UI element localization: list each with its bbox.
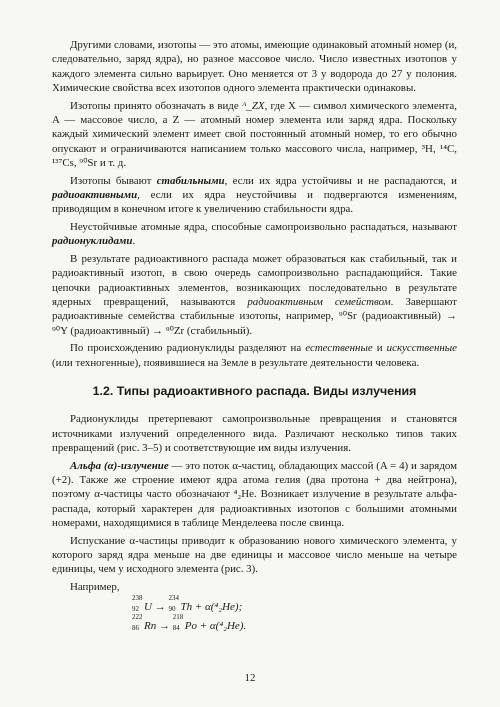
- paragraph: [52, 580, 457, 594]
- paragraph-text: Изотопы принято обозначать в виде: [70, 99, 242, 112]
- term-stable: стабильными: [156, 174, 225, 187]
- formula-block: [132, 594, 457, 636]
- term-artificial: искусственные: [386, 342, 457, 355]
- mass-number: 222: [132, 613, 143, 622]
- paragraph-text: По происхождению радионуклиды разделяют на: [70, 342, 306, 355]
- term-radioactive-family: радиоактивным семейством: [247, 295, 391, 308]
- paragraph: [52, 220, 457, 249]
- nuclide-radon: [132, 613, 157, 636]
- paragraph-text: Неустойчивые атомные ядра, способные самопроизвольно распадаться, называют: [70, 220, 457, 233]
- paragraph: [52, 534, 457, 577]
- page-number: 12: [244, 672, 256, 684]
- atomic-number: 90: [168, 605, 176, 614]
- isotope-notation: ᴬ_ZX: [241, 99, 265, 112]
- atomic-number: 84: [172, 624, 180, 633]
- term-alpha-radiation: Альфа (α)-излучение: [70, 459, 169, 472]
- arrow-icon: →: [151, 601, 169, 614]
- element-symbol: Th: [180, 601, 193, 614]
- mass-number: 234: [168, 594, 179, 603]
- term-natural: естественные: [305, 342, 373, 355]
- paragraph: [52, 99, 457, 171]
- term-radioactive: радиоактивными: [52, 189, 138, 202]
- arrow-icon: →: [156, 620, 173, 633]
- paragraph-text: .: [132, 235, 136, 248]
- mass-number: 238: [132, 594, 143, 603]
- paragraph-text: Другими словами, изотопы — это атомы, имеющие одинаковый атомный номер (и, следовательно, заряд ядра), но разное массовое число. Число известных изотопов у каждого элемента сильно варьирует. Оно меняется от 3 у водорода до 27 у полония. Химические свойства всех изотопов одного элемента практически одинаковы.: [52, 39, 457, 95]
- paragraph-text: — это поток α-частиц, обладающих массой (A = 4) и зарядом (+2). Также же строение имеют ядра атома гелия (два протона + два нейтрона), поэтому α-частицы часто обозначают ⁴₂He. Возникает излучение в результате альфа-распада, который характерен для радиоактивных изотопов с большими атомными номерами, находящимися в таблице Менделеева после свинца.: [52, 459, 457, 530]
- element-symbol: U: [144, 601, 152, 614]
- nuclide-polonium: [172, 613, 197, 636]
- paragraph-text: Например,: [70, 580, 120, 593]
- paragraph-text: и: [372, 342, 387, 355]
- paragraph-text: . Завершают радиоактивные семейства стабильные изотопы, например, ⁹⁰Sr (радиоактивный) → ⁹⁰Y (радиоактивный) → ⁹⁰Zr (стабильный).: [52, 295, 457, 337]
- paragraph-text: В результате радиоактивного распада может образоваться как стабильный, так и радиоактивный изотоп, в свою очередь самопроизвольно распадающийся. Такие цепочки радиоактивных элементов, возникающих последовательно в результате ядерных превращений, называются: [52, 252, 457, 308]
- mass-number: 218: [172, 613, 184, 622]
- paragraph-text: Изотопы бывают: [70, 174, 157, 187]
- paragraph-text: Испускание α-частицы приводит к образованию нового химического элемента, у которого заряд ядра меньше на две единицы и массовое число меньше на четыре единицы, чем у исходного элемента (рис. 3).: [52, 534, 457, 576]
- element-symbol: Po: [184, 620, 197, 633]
- paragraph: [52, 38, 457, 96]
- formula-radon-decay: [132, 613, 457, 636]
- paragraph: [52, 174, 457, 217]
- atomic-number: 86: [132, 624, 139, 633]
- section-heading: 1.2. Типы радиоактивного распада. Виды излучения: [92, 383, 417, 398]
- alpha-particle: + α(⁴₂He);: [192, 601, 243, 614]
- element-symbol: Rn: [144, 620, 157, 633]
- paragraph: [52, 252, 457, 338]
- paragraph-text: , где X — символ химического элемента, A — массовое число, а Z — атомный номер элемента или заряд ядра. Поскольку каждый химический элемент имеет свой постоянный атомный номер, то его обычно опускают и ограничиваются написанием только массового числа, например, ³H, ¹⁴C, ¹³⁷Cs, ⁹⁰Sr и т. д.: [52, 99, 457, 170]
- paragraph: [52, 341, 457, 370]
- paragraph-text: , если их ядра устойчивы и не распадаются, и: [224, 174, 457, 187]
- term-radionuclides: радионуклидами: [52, 235, 133, 248]
- paragraph-text: (или техногенные), появившиеся на Земле в результате деятельности человека.: [52, 356, 420, 369]
- paragraph-text: , если их ядра неустойчивы и подвергаются изменениям, приводящим в конечном итоге к увеличению стабильности ядра.: [52, 189, 457, 216]
- alpha-particle: + α(⁴₂He).: [196, 620, 247, 633]
- paragraph-text: Радионуклиды претерпевают самопроизвольные превращения и становятся источниками излучений определенного вида. Различают несколько типов таких превращений (рис. 3–5) и соответствующие им виды излучения.: [52, 413, 457, 455]
- body-text: [52, 38, 457, 636]
- paragraph: [52, 459, 457, 531]
- paragraph: [52, 412, 457, 455]
- atomic-number: 92: [132, 605, 139, 614]
